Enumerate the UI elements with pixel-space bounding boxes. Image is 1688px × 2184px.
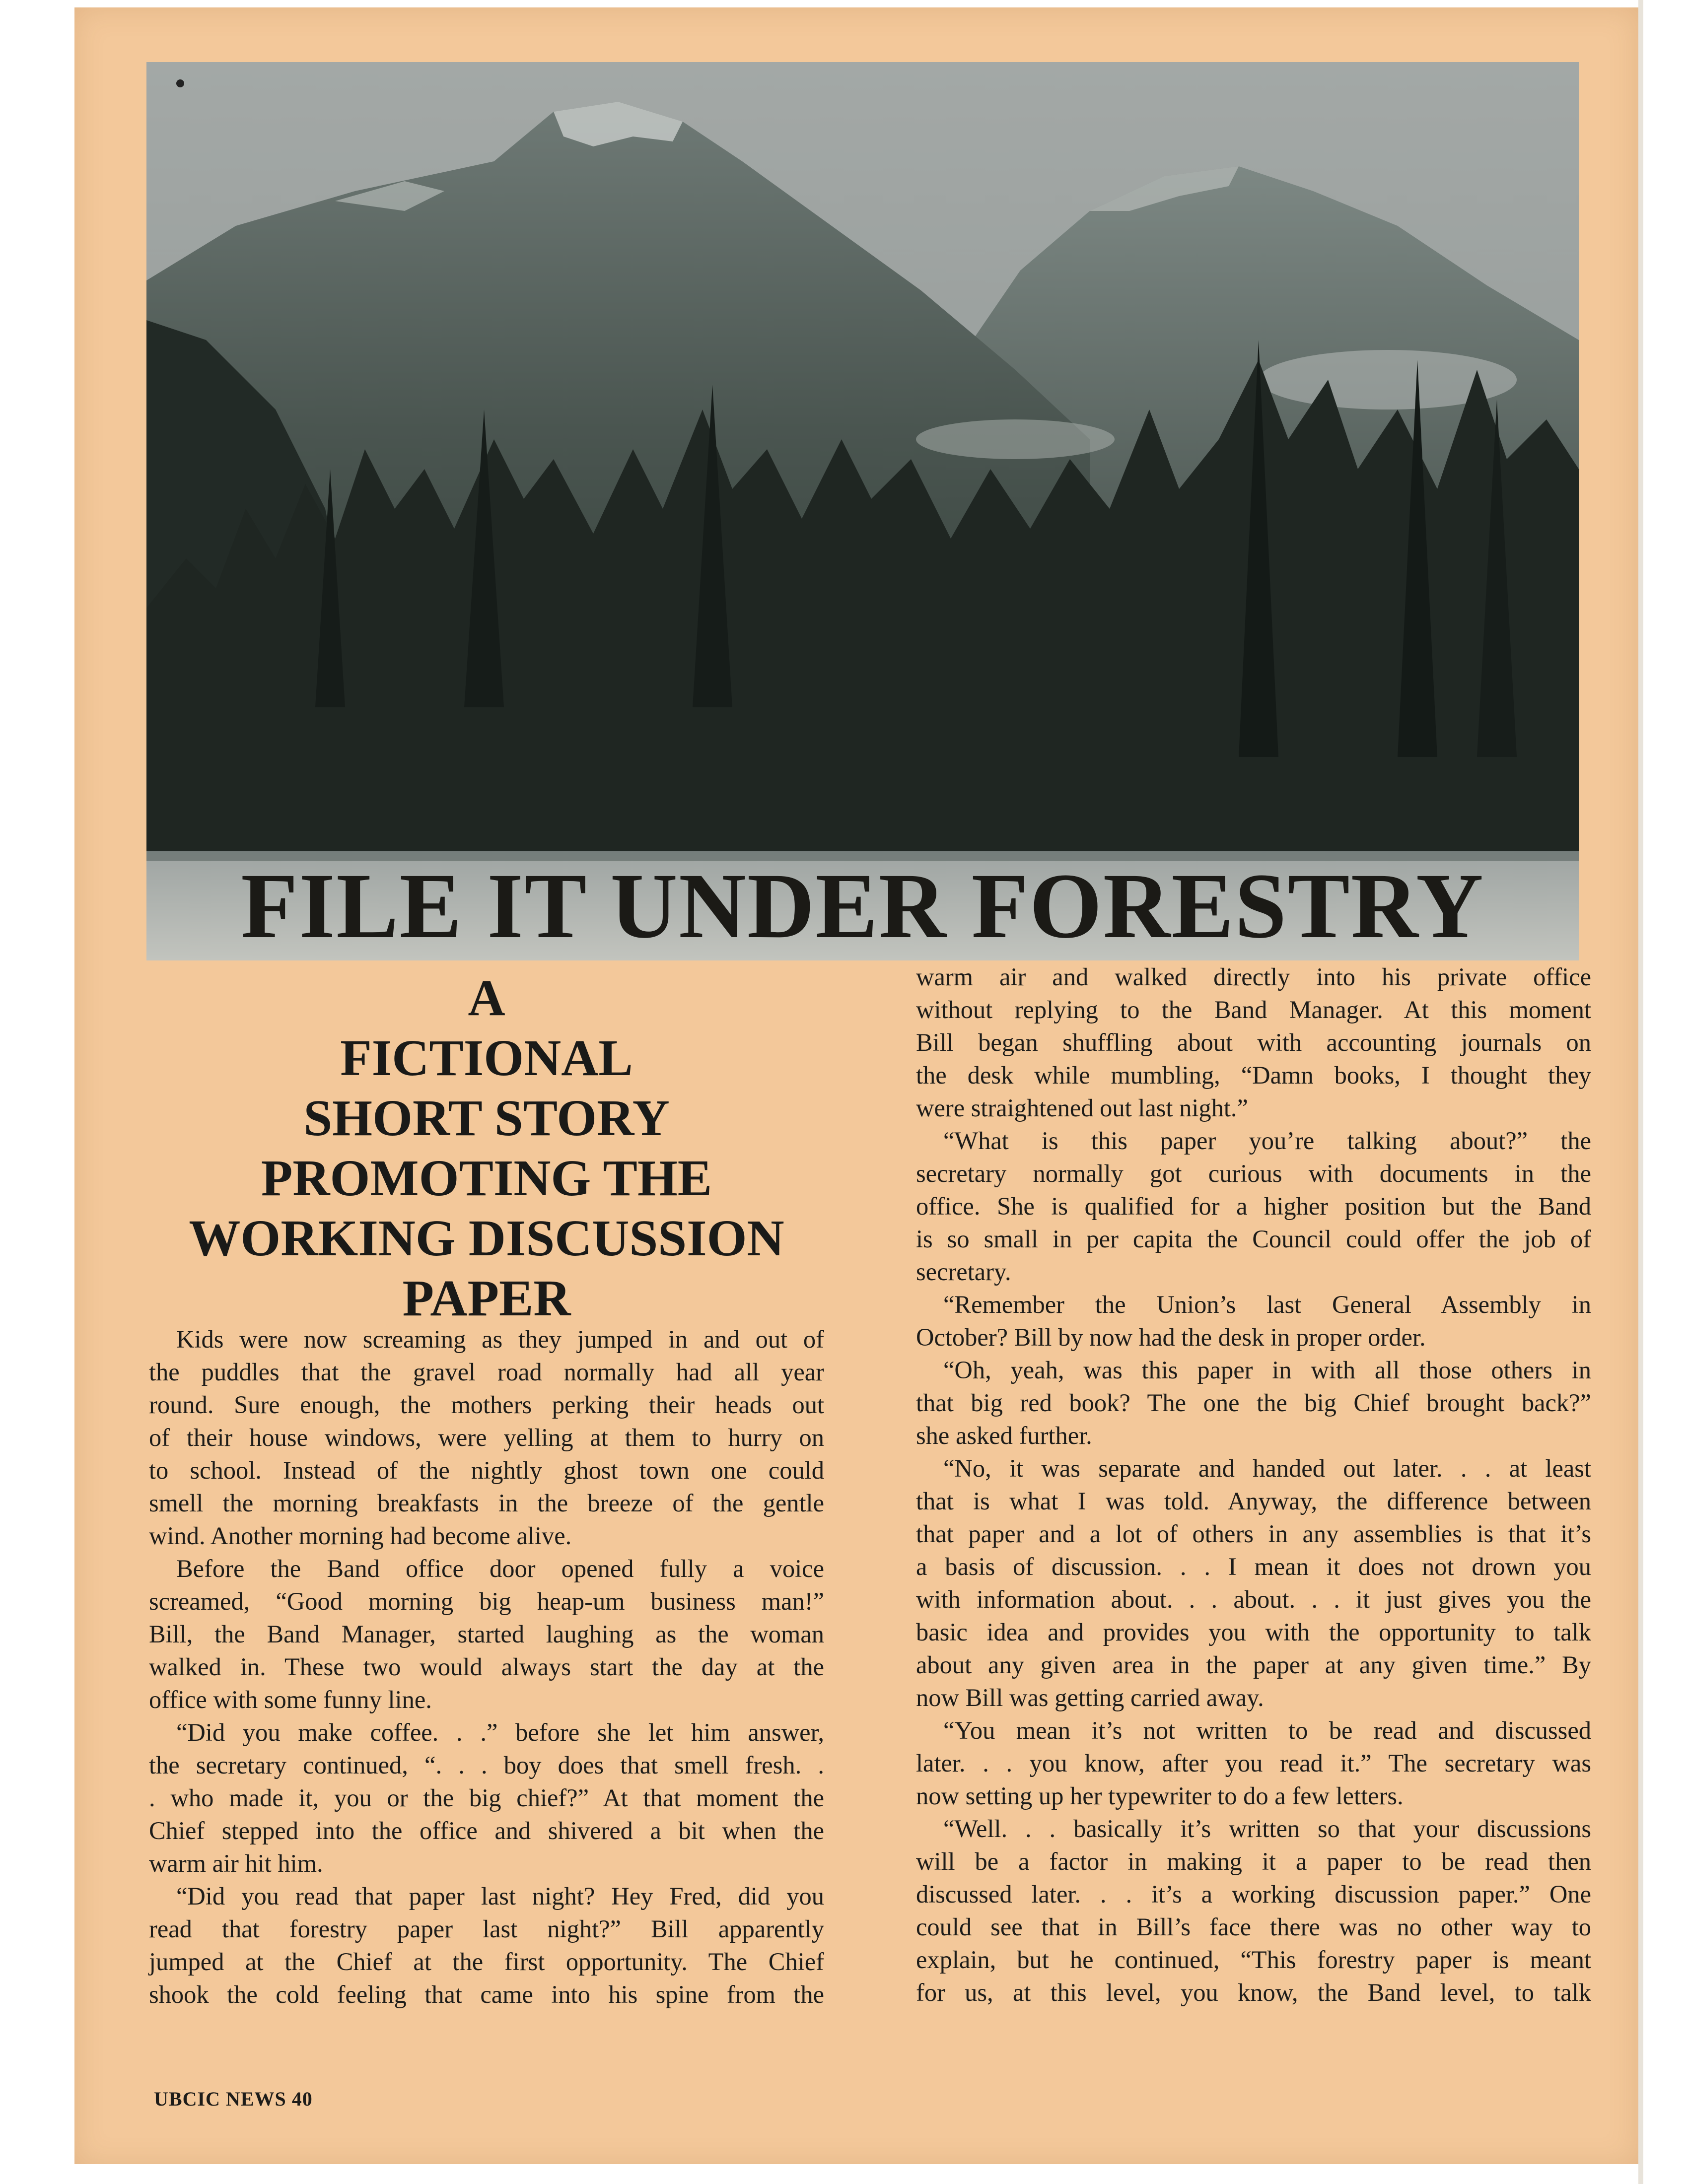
text-line: “No, it was separate and handed out later. . . at least: [943, 1454, 1591, 1482]
text-line: to school. Instead of the nightly ghost town one could: [149, 1456, 824, 1484]
text-line: that paper and a lot of others in any assemblies is that it’s: [916, 1520, 1591, 1548]
text-line: “Oh, yeah, was this paper in with all those others in: [943, 1356, 1591, 1384]
text-line: secretary.: [916, 1258, 1011, 1286]
subhead-line: WORKING DISCUSSION: [189, 1210, 784, 1267]
text-line: basic idea and provides you with the opportunity to talk: [916, 1618, 1591, 1646]
text-line: screamed, “Good morning big heap-um business man!”: [149, 1587, 824, 1615]
text-line: could see that in Bill’s face there was no other way to: [916, 1913, 1591, 1941]
text-line: the puddles that the gravel road normally had all year: [149, 1358, 824, 1386]
text-line: explain, but he continued, “This forestry paper is meant: [916, 1946, 1591, 1974]
page-bottom-margin: [74, 2164, 1638, 2184]
text-line: a basis of discussion. . . I mean it does not drown you: [916, 1553, 1591, 1580]
punch-mark: [176, 79, 184, 87]
text-line: Bill, the Band Manager, started laughing as the woman: [149, 1620, 824, 1648]
text-line: the desk while mumbling, “Damn books, I thought they: [916, 1061, 1591, 1089]
text-line: “Well. . . basically it’s written so that your discussions: [943, 1815, 1591, 1843]
text-line: smell the morning breakfasts in the breeze of the gentle: [149, 1489, 824, 1517]
text-line: “You mean it’s not written to be read and discussed: [943, 1716, 1591, 1744]
subhead-line: FICTIONAL: [340, 1029, 633, 1087]
photo-graphic: [146, 62, 1579, 960]
text-line: shook the cold feeling that came into his spine from the: [149, 1980, 824, 2008]
subhead-line: PAPER: [402, 1270, 571, 1327]
text-line: now Bill was getting carried away.: [916, 1684, 1264, 1711]
text-line: Bill began shuffling about with accounting journals on: [916, 1028, 1591, 1056]
text-line: about any given area in the paper at any given time.” By: [916, 1651, 1591, 1679]
text-line: with information about. . . about. . . it just gives you the: [916, 1585, 1591, 1613]
article-subhead: [149, 968, 824, 1328]
text-line: for us, at this level, you know, the Band level, to talk: [916, 1979, 1591, 2006]
text-line: wind. Another morning had become alive.: [149, 1522, 572, 1550]
page-footer: UBCIC NEWS 40: [154, 2088, 313, 2110]
article-headline: FILE IT UNDER FORESTRY: [241, 854, 1484, 957]
text-line: warm air hit him.: [149, 1849, 323, 1877]
right-column-text: [916, 960, 1591, 2009]
subhead-line: A: [468, 969, 505, 1026]
text-line: were straightened out last night.”: [916, 1094, 1248, 1122]
text-line: the secretary continued, “. . . boy does that smell fresh. .: [149, 1751, 824, 1779]
text-line: walked in. These two would always start the day at the: [149, 1653, 824, 1681]
text-line: later. . . you know, after you read it.” The secretary was: [916, 1749, 1591, 1777]
text-line: that is what I was told. Anyway, the difference between: [916, 1487, 1591, 1515]
text-line: is so small in per capita the Council could offer the job of: [916, 1225, 1591, 1253]
text-line: office. She is qualified for a higher position but the Band: [916, 1192, 1591, 1220]
text-line: “Did you make coffee. . .” before she let him answer,: [176, 1718, 824, 1746]
text-line: of their house windows, were yelling at them to hurry on: [149, 1424, 824, 1451]
text-line: discussed later. . . it’s a working discussion paper.” One: [916, 1880, 1591, 1908]
text-line: round. Sure enough, the mothers perking their heads out: [149, 1391, 824, 1419]
text-line: secretary normally got curious with documents in the: [916, 1160, 1591, 1187]
text-line: “Did you read that paper last night? Hey Fred, did you: [176, 1882, 824, 1910]
text-line: warm air and walked directly into his private office: [916, 963, 1591, 991]
text-line: Before the Band office door opened fully a voice: [176, 1555, 824, 1582]
left-column-text: [149, 1323, 824, 2011]
text-line: now setting up her typewriter to do a few letters.: [916, 1782, 1404, 1810]
text-line: jumped at the Chief at the first opportunity. The Chief: [149, 1948, 824, 1976]
text-line: she asked further.: [916, 1422, 1092, 1449]
text-line: Chief stepped into the office and shivered a bit when the: [149, 1817, 824, 1844]
page-edge: [1638, 0, 1643, 2184]
text-line: “What is this paper you’re talking about?” the: [943, 1127, 1591, 1155]
text-line: . who made it, you or the big chief?” At that moment the: [149, 1784, 824, 1812]
text-line: read that forestry paper last night?” Bill apparently: [149, 1915, 824, 1943]
text-line: that big red book? The one the big Chief brought back?”: [916, 1389, 1591, 1417]
subhead-line: PROMOTING THE: [261, 1150, 712, 1207]
text-line: Kids were now screaming as they jumped in and out of: [176, 1325, 824, 1353]
text-line: “Remember the Union’s last General Assembly in: [943, 1291, 1591, 1318]
text-line: October? Bill by now had the desk in proper order.: [916, 1323, 1426, 1351]
text-line: will be a factor in making it a paper to be read then: [916, 1847, 1591, 1875]
subhead-line: SHORT STORY: [303, 1090, 670, 1147]
text-line: office with some funny line.: [149, 1686, 432, 1713]
text-line: without replying to the Band Manager. At this moment: [916, 996, 1591, 1024]
mountain-forest-photo: [146, 62, 1579, 960]
